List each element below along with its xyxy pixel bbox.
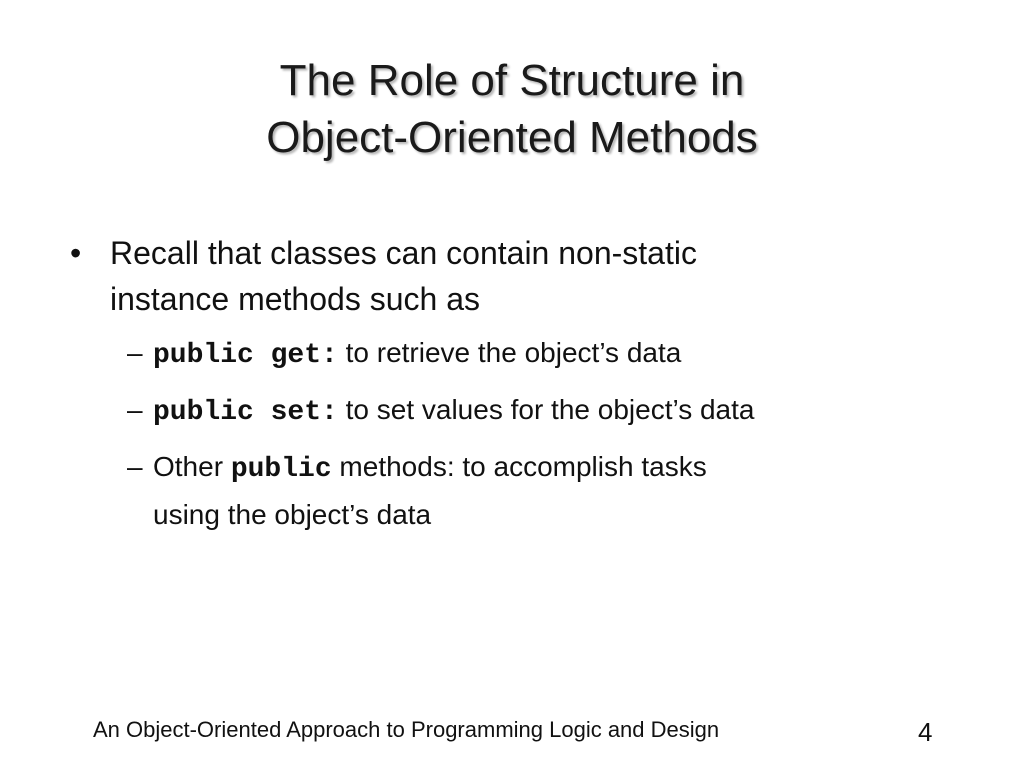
sub-bullet-text: to retrieve the object’s data <box>337 337 682 368</box>
sub-bullet-marker: – <box>127 337 143 368</box>
sub-bullet-set <box>70 387 970 435</box>
sub-bullet-marker: – <box>127 394 143 425</box>
page-number: 4 <box>918 717 933 747</box>
sub-bullet-prefix: Other <box>153 451 231 482</box>
slide-title <box>0 52 1024 166</box>
sub-bullet-text: methods: to accomplish tasks <box>331 451 707 482</box>
code-public-get: public get: <box>153 340 338 371</box>
main-bullet-line-2: instance methods such as <box>110 281 480 317</box>
code-public-set: public set: <box>153 397 338 428</box>
sub-bullet-text-line-2: using the object’s data <box>153 499 432 530</box>
bullet-marker: • <box>70 235 82 271</box>
sub-bullet-other <box>70 444 970 537</box>
bullet-list <box>70 230 970 546</box>
footer-title: An Object-Oriented Approach to Programming Logic and Design <box>93 717 720 742</box>
slide-title-line-1: The Role of Structure in <box>279 56 745 105</box>
sub-bullet-text: to set values for the object’s data <box>337 394 755 425</box>
sub-bullet-marker: – <box>127 451 143 482</box>
main-bullet <box>70 230 970 322</box>
sub-bullet-get <box>70 330 970 378</box>
main-bullet-line-1: Recall that classes can contain non-static <box>110 235 697 271</box>
slide-title-line-2: Object-Oriented Methods <box>266 113 758 162</box>
code-public: public <box>230 454 332 485</box>
